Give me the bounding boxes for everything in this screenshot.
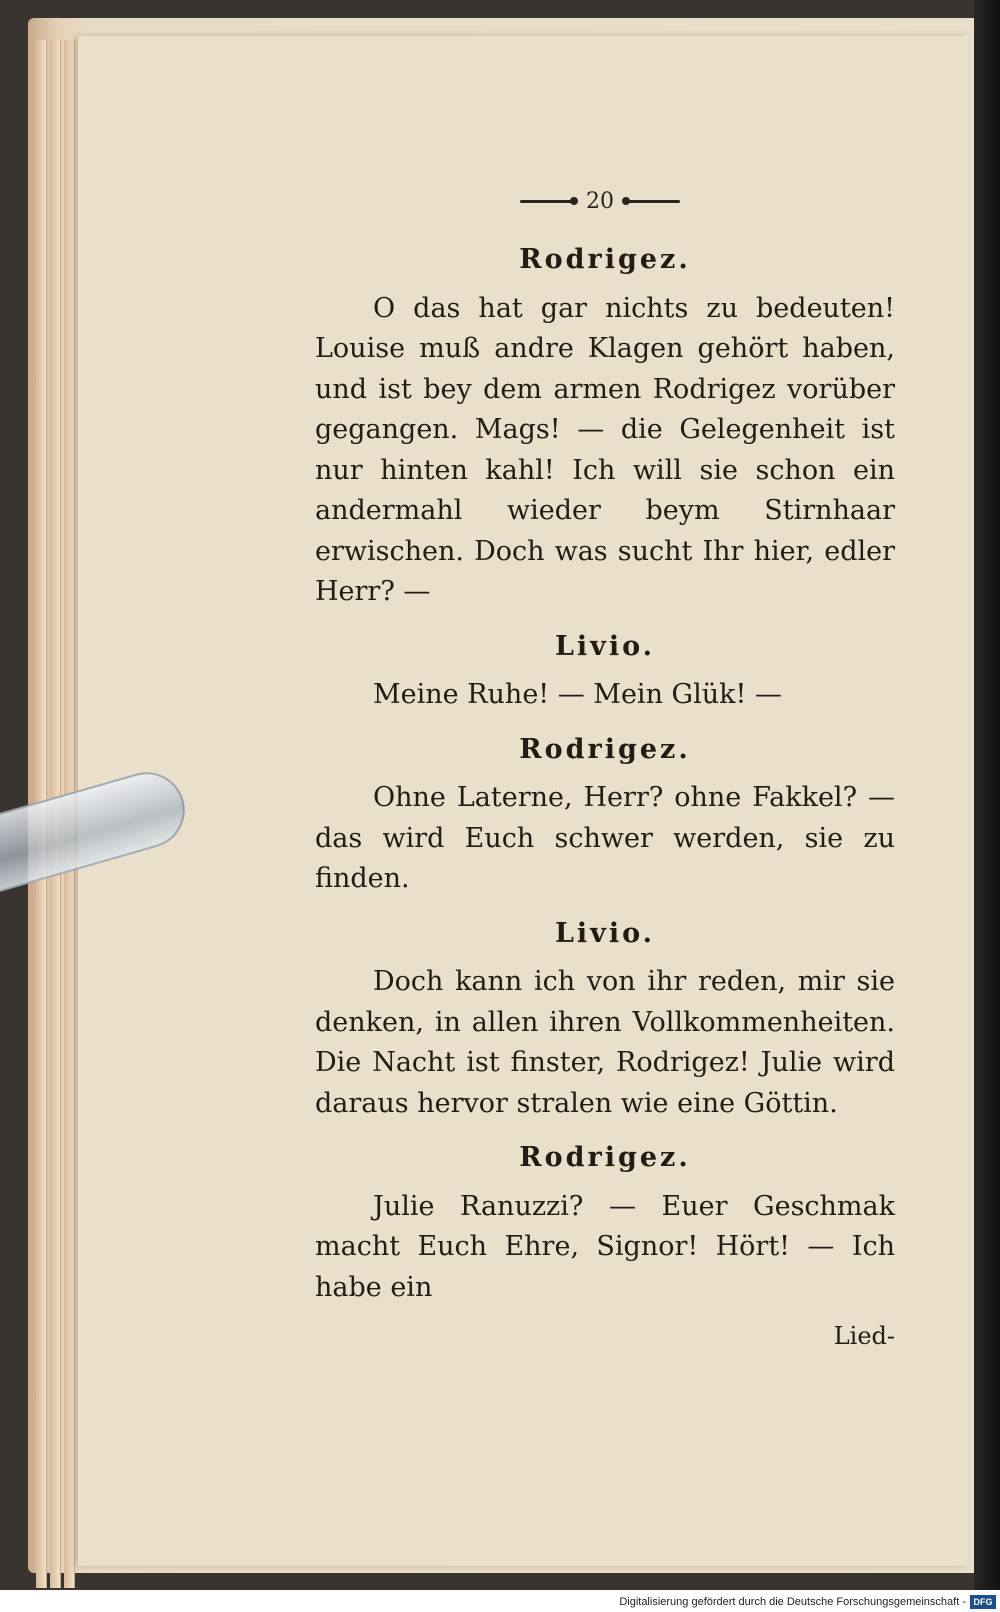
- speech-text: Julie Ranuzzi? — Euer Geschmak macht Euch Ehre, Signor! Hört! — Ich habe ein: [315, 1190, 895, 1303]
- page-text: [315, 236, 895, 1357]
- speaker-name: Livio.: [554, 917, 656, 949]
- speaker-name: Rodrigez.: [519, 733, 691, 765]
- clip-icon: [0, 763, 194, 892]
- page-number: 20: [586, 188, 614, 214]
- page-header: [470, 186, 730, 216]
- ornament-right-icon: [624, 200, 680, 203]
- credit-text: Digitalisierung gefördert durch die Deutsche Forschungsgemeinschaft -: [619, 1596, 966, 1608]
- speaker-name: Livio.: [554, 630, 656, 662]
- book-spine: [974, 0, 1000, 1590]
- speaker-name: Rodrigez.: [519, 244, 691, 275]
- speech-text: Doch kann ich von ihr reden, mir sie denken, in allen ihren Vollkommenheiten. Die Nacht ist finster, Rodrigez! Julie wird daraus hervor stralen wie eine Göttin.: [315, 966, 895, 1119]
- speech-text: O das hat gar nichts zu bedeuten! Louise muß andre Klagen gehört haben, und ist bey dem armen Rodrigez vorüber gegangen. Mags! — die Gelegenheit ist nur hinten kahl! Ich will sie schon ein andermahl wieder beym Stirnhaar erwischen. Doch was sucht Ihr hier, edler Herr? —: [315, 292, 895, 607]
- ornament-left-icon: [520, 200, 576, 203]
- dfg-logo: DFG: [970, 1595, 996, 1609]
- footer-credit: [0, 1592, 1000, 1612]
- catchword: Lied-: [833, 1322, 895, 1350]
- speech-text: Ohne Laterne, Herr? ohne Fakkel? — das wird Euch schwer werden, sie zu finden.: [315, 782, 895, 894]
- speech-text: Meine Ruhe! — Mein Glük! —: [373, 679, 782, 710]
- speaker-name: Rodrigez.: [519, 1142, 691, 1173]
